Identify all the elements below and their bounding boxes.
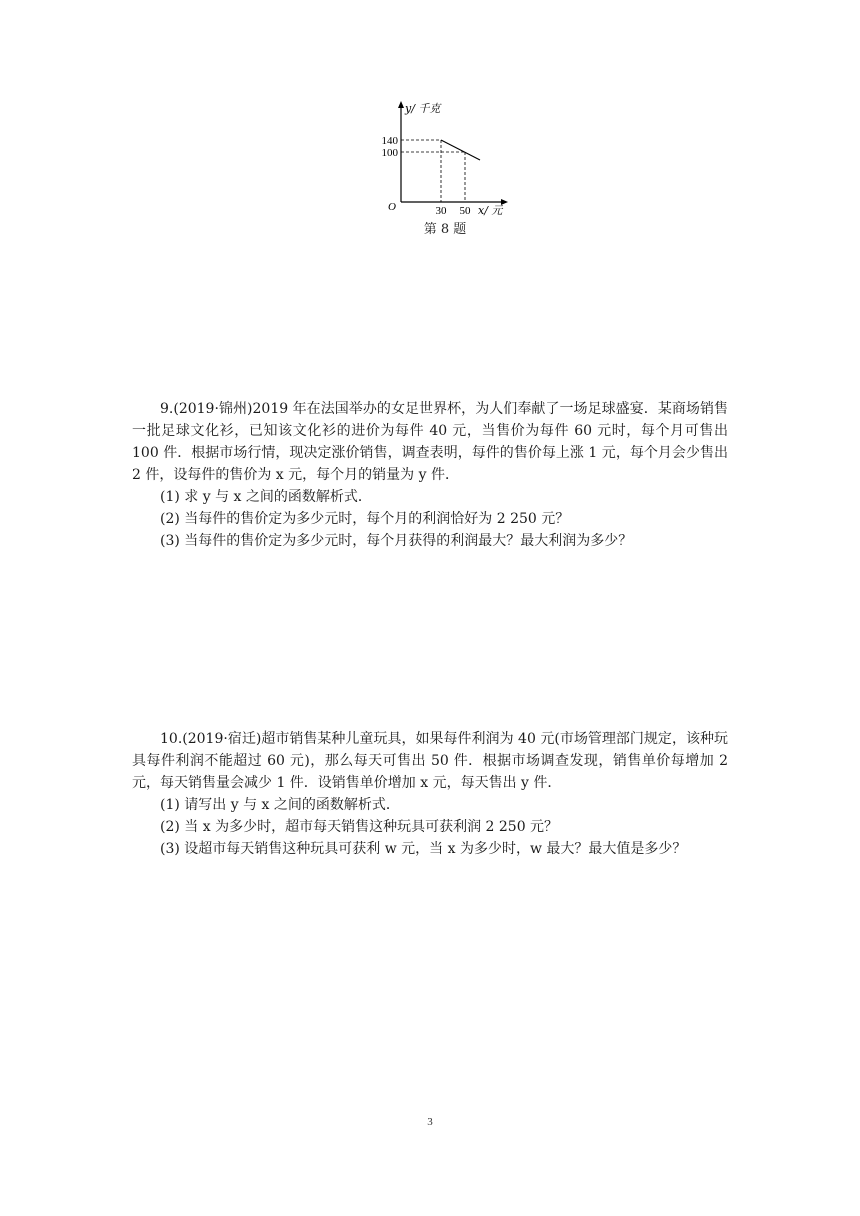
graph bbox=[370, 98, 530, 218]
function-line bbox=[441, 140, 480, 160]
problem-9-q3: (3) 当每件的售价定为多少元时，每个月获得的利润最大？最大利润为多少？ bbox=[160, 533, 633, 549]
x-tick-30: 30 bbox=[435, 205, 447, 217]
problem-10 bbox=[132, 728, 728, 860]
problem-9-q1: (1) 求 y 与 x 之间的函数解析式． bbox=[160, 489, 372, 505]
figure-8 bbox=[370, 98, 530, 238]
problem-10-q2: (2) 当 x 为多少时，超市每天销售这种玩具可获利润 2 250 元？ bbox=[160, 819, 559, 835]
problem-9-q2: (2) 当每件的售价定为多少元时，每个月的利润恰好为 2 250 元？ bbox=[160, 511, 570, 527]
problem-10-q3: (3) 设超市每天销售这种玩具可获利 w 元，当 x 为多少时，w 最大？最大值是多少？ bbox=[160, 841, 687, 857]
problem-10-q1: (1) 请写出 y 与 x 之间的函数解析式． bbox=[160, 797, 400, 813]
x-axis-label: x/ 元 bbox=[478, 204, 503, 217]
page-number: 3 bbox=[427, 1116, 433, 1128]
x-tick-50: 50 bbox=[459, 205, 471, 217]
problem-10-stem: 10.(2019·宿迁)超市销售某种儿童玩具，如果每件利润为 40 元(市场管理部门规定，该种玩具每件利润不能超过 60 元)，那么每天可售出 50 件．根据市场调查发现，销售单价每增加 2 元，每天销售量会减少 1 件．设销售单价增加 x 元，每天售出 y 件． bbox=[132, 731, 728, 791]
problem-9-stem: 9.(2019·锦州)2019 年在法国举办的女足世界杯，为人们奉献了一场足球盛宴．某商场销售一批足球文化衫，已知该文化衫的进价为每件 40 元，当售价为每件 60 元时，每个月可售出 100 件．根据市场行情，现决定涨价销售，调查表明，每件的售价每上涨 1 元，每个月会少售出 2 件，设每件的售价为 x 元，每个月的销量为 y 件． bbox=[132, 401, 728, 483]
y-tick-140: 140 bbox=[381, 135, 398, 147]
y-axis-label: y/ 千克 bbox=[405, 102, 441, 115]
problem-9 bbox=[132, 398, 728, 552]
y-tick-100: 100 bbox=[381, 147, 398, 159]
origin-label: O bbox=[388, 201, 396, 213]
y-axis-arrow-icon bbox=[398, 101, 404, 108]
figure-caption: 第 8 题 bbox=[423, 222, 467, 237]
